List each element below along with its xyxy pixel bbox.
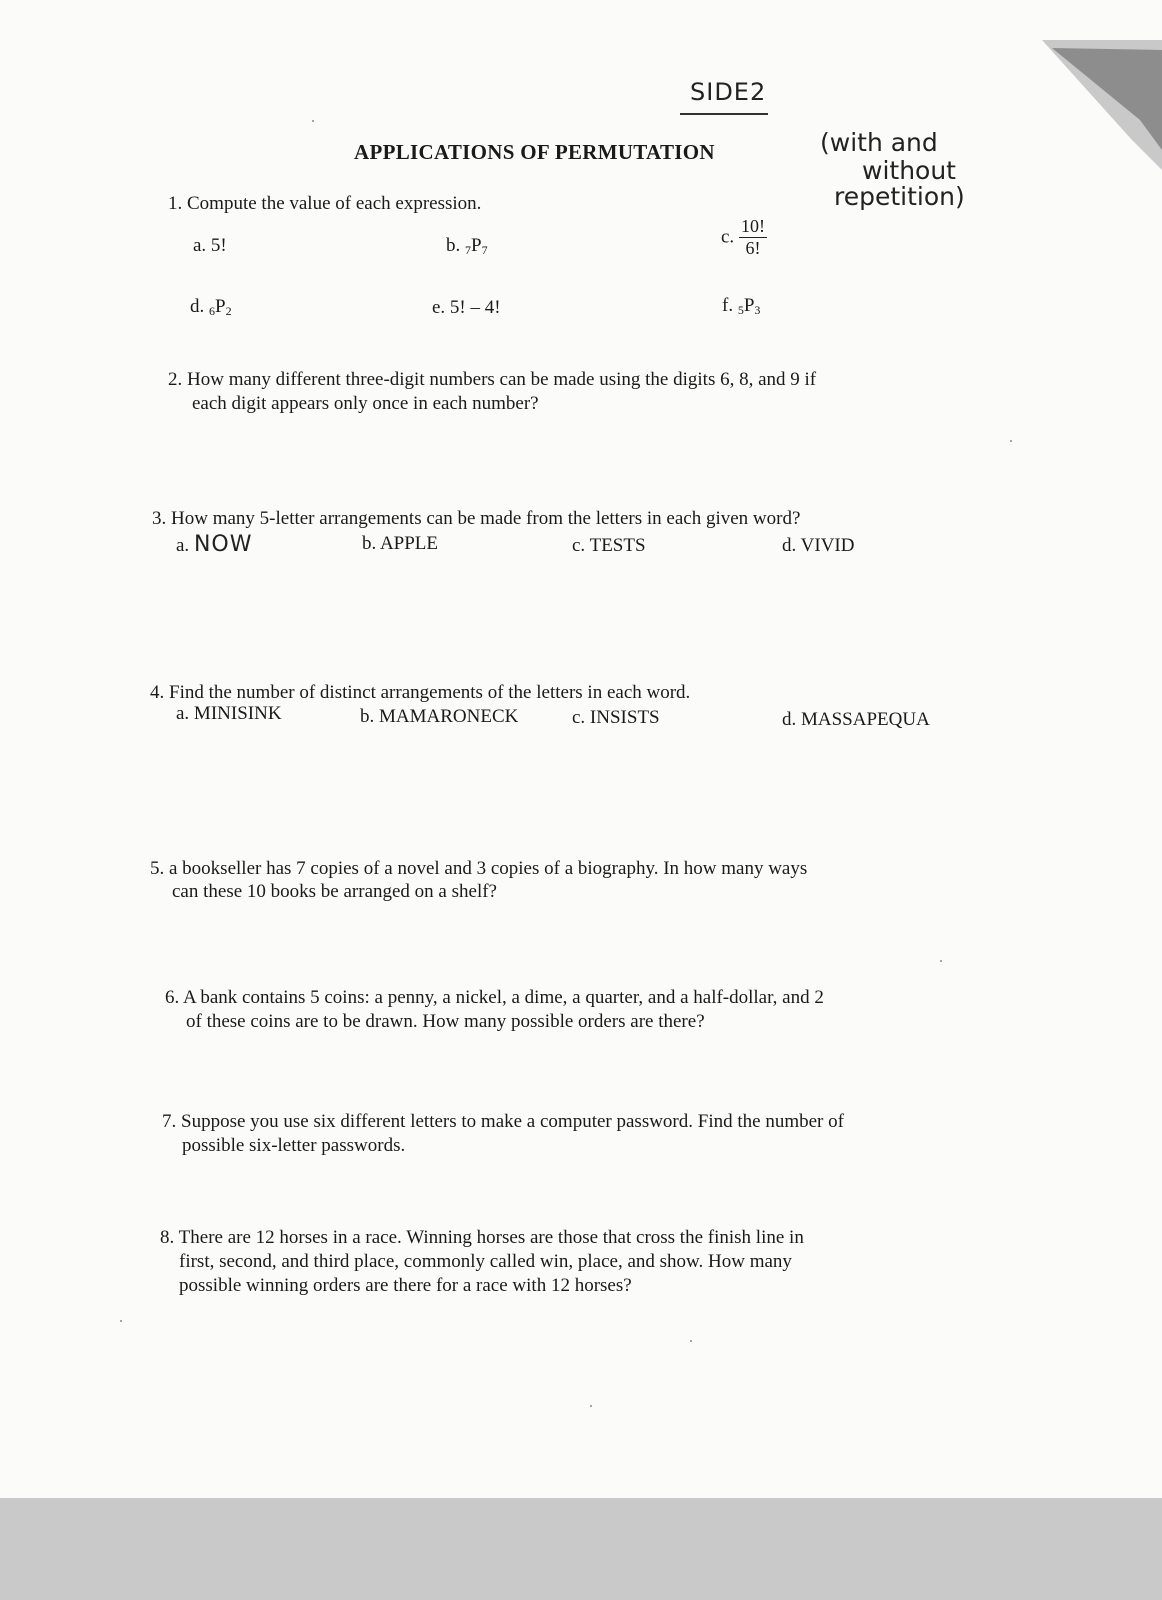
question-8-line2: first, second, and third place, commonly called win, place, and show. How many (179, 1251, 792, 1272)
scan-speck (590, 1405, 592, 1407)
question-6-line1: 6. A bank contains 5 coins: a penny, a nickel, a dime, a quarter, and a half-dollar, and 2 (165, 987, 824, 1008)
scan-speck (940, 960, 942, 962)
q4-option-c: c. INSISTS (572, 707, 660, 728)
question-5-line2: can these 10 books be arranged on a shelf? (172, 881, 497, 902)
scanner-bed-margin (0, 1498, 1162, 1600)
q4-option-a: a. MINISINK (176, 703, 282, 724)
scan-speck (312, 120, 314, 122)
side-note-handwritten: SIDE2 (690, 78, 767, 106)
question-6-line2: of these coins are to be drawn. How many possible orders are there? (186, 1011, 705, 1032)
question-3: 3. How many 5-letter arrangements can be made from the letters in each given word? (152, 508, 801, 529)
q1-option-a: a. 5! (193, 235, 227, 256)
q1-option-e: e. 5! – 4! (432, 297, 501, 318)
question-8-line1: 8. There are 12 horses in a race. Winning horses are those that cross the finish line in (160, 1227, 804, 1248)
q3-option-d: d. VIVID (782, 535, 855, 556)
question-1: 1. Compute the value of each expression. (168, 193, 482, 214)
q4-option-d: d. MASSAPEQUA (782, 709, 930, 730)
question-4: 4. Find the number of distinct arrangements of the letters in each word. (150, 682, 691, 703)
title-note-line1: (with and (820, 128, 938, 157)
side-note-underline (680, 113, 768, 115)
question-7-line1: 7. Suppose you use six different letters to make a computer password. Find the number of (162, 1111, 844, 1132)
q1-option-c: c. $\frac{10!}{6!}$ (721, 216, 765, 258)
q1-fraction: $\frac{10!}{6!}$ (740, 216, 765, 258)
question-5-line1: 5. a bookseller has 7 copies of a novel and 3 copies of a biography. In how many ways (150, 858, 808, 879)
question-7-line2: possible six-letter passwords. (182, 1135, 406, 1156)
q1-option-b: b. $_7P_7$ (446, 235, 488, 257)
scan-speck (120, 1320, 122, 1322)
scan-corner-shadow (1012, 40, 1162, 190)
scan-speck (1010, 440, 1012, 442)
scan-speck (690, 1340, 692, 1342)
title-note-line3: repetition) (834, 182, 965, 211)
q3-handwritten-word: NOW (193, 532, 253, 557)
q4-option-b: b. MAMARONECK (360, 706, 519, 727)
q3-option-c: c. TESTS (572, 535, 646, 556)
question-2-line1: 2. How many different three-digit numbers can be made using the digits 6, 8, and 9 if (168, 369, 817, 390)
q3-option-b: b. APPLE (362, 533, 439, 554)
page-title: APPLICATIONS OF PERMUTATION (354, 140, 715, 164)
q3-option-a: a. NOW (176, 532, 253, 557)
q1-option-f: f. $_5P_3$ (722, 295, 761, 317)
q1-option-d: d. $_6P_2$ (190, 296, 232, 318)
question-8-line3: possible winning orders are there for a race with 12 horses? (179, 1275, 632, 1296)
title-note-line2: without (862, 156, 956, 185)
question-2-line2: each digit appears only once in each number? (192, 393, 539, 414)
